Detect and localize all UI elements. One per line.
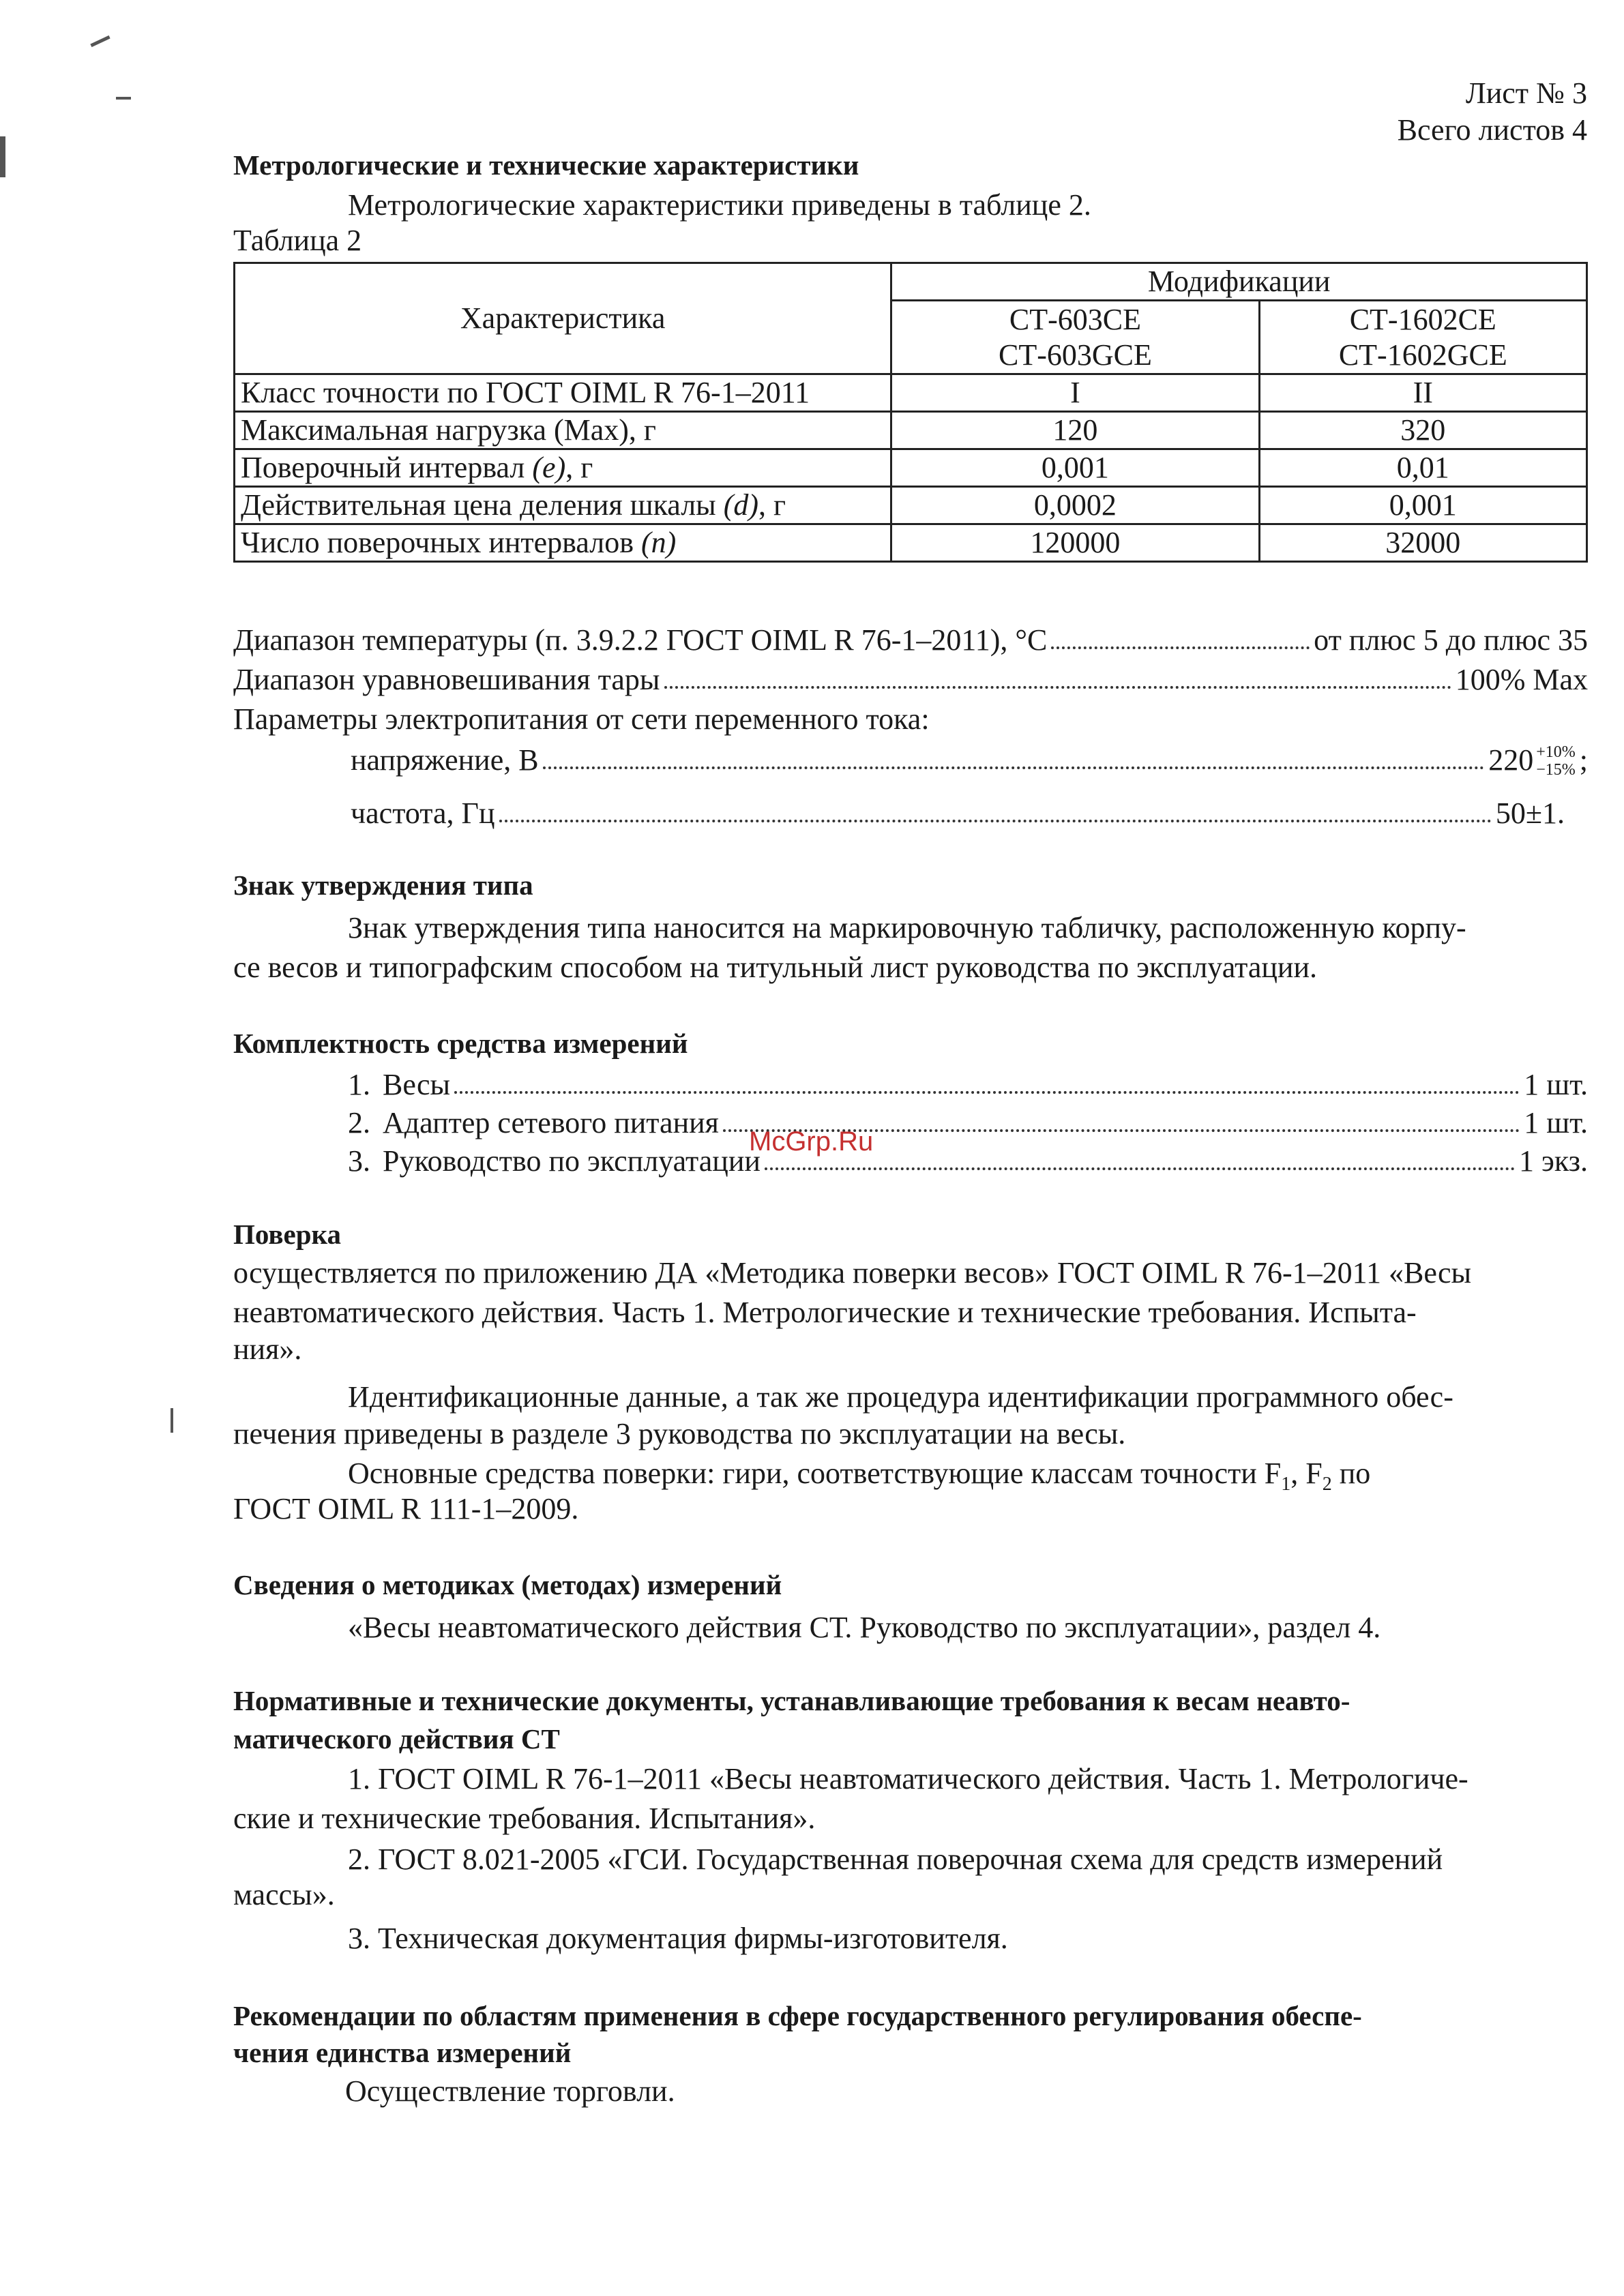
dot-leader: [543, 766, 1485, 769]
verification-p3-line-2: ГОСТ OIML R 111-1–2009.: [233, 1492, 579, 1525]
column-header-characteristic: Характеристика: [235, 263, 891, 374]
dot-leader: [499, 820, 1492, 822]
voltage-label: напряжение, В: [351, 743, 539, 777]
row-value-mod1: 120000: [891, 524, 1259, 562]
row-value-mod2: II: [1259, 374, 1586, 412]
tare-range-label: Диапазон уравновешивания тары: [233, 663, 660, 696]
temperature-range-line: [233, 622, 1588, 659]
verification-p1-line-2: неавтоматического действия. Часть 1. Метрологические и технические требования. Испыта-: [233, 1296, 1417, 1329]
normative-item-2-line-1: 2. ГОСТ 8.021-2005 «ГСИ. Государственная поверочная схема для средств измерений: [348, 1843, 1443, 1876]
list-item-number: 2.: [348, 1106, 370, 1139]
list-item: [348, 1105, 1588, 1142]
row-value-mod1: 120: [891, 412, 1259, 449]
column-group-header: Модификации: [891, 263, 1587, 301]
list-item-quantity: 1 шт.: [1524, 1106, 1588, 1139]
verification-p2-line-2: печения приведены в разделе 3 руководства по эксплуатации на весы.: [233, 1417, 1126, 1450]
voltage-tolerance-plus: +10%: [1536, 743, 1576, 761]
section-title-verification: Поверка: [233, 1219, 342, 1250]
row-value-mod1: 0,001: [891, 449, 1259, 487]
normative-item-3: 3. Техническая документация фирмы-изготовителя.: [348, 1922, 1008, 1955]
table-row: [235, 449, 1587, 487]
voltage-tolerance: [1536, 743, 1576, 779]
table-row: [235, 524, 1587, 562]
section-intro: Метрологические характеристики приведены в таблице 2.: [348, 188, 1091, 222]
watermark: McGrp.Ru: [749, 1127, 874, 1157]
tare-range-value: 100% Max: [1455, 663, 1588, 696]
row-label: Число поверочных интервалов (n): [235, 524, 891, 562]
list-item-label: Адаптер сетевого питания: [383, 1106, 719, 1139]
normative-item-2-line-2: массы».: [233, 1878, 335, 1911]
list-item-label: Весы: [383, 1068, 451, 1101]
scan-mark: [90, 35, 110, 47]
voltage-terminator: ;: [1579, 743, 1588, 777]
list-item: [348, 1067, 1588, 1103]
frequency-line: [351, 795, 1565, 832]
scan-mark: [0, 136, 5, 177]
row-label: Действительная цена деления шкалы (d), г: [235, 487, 891, 524]
table-header-row: [235, 263, 1587, 301]
temperature-range-value: от плюс 5 до плюс 35: [1314, 623, 1588, 657]
normative-item-1-line-2: ские и технические требования. Испытания».: [233, 1802, 816, 1835]
power-params-label: Параметры электропитания от сети переменного тока:: [233, 702, 930, 736]
methods-line-1: «Весы неавтоматического действия СТ. Руководство по эксплуатации», раздел 4.: [348, 1611, 1381, 1644]
voltage-tolerance-minus: −15%: [1536, 761, 1576, 779]
row-label: Поверочный интервал (e), г: [235, 449, 891, 487]
section-title-recommendations: Рекомендации по областям применения в сфере государственного регулирования обеспе-: [233, 2000, 1362, 2031]
table-row: [235, 412, 1587, 449]
modification-1-name-a: СТ-603СЕ: [1009, 302, 1141, 336]
frequency-label: частота, Гц: [351, 796, 495, 830]
dot-leader: [664, 686, 1451, 689]
voltage-line: [351, 742, 1588, 779]
row-value-mod2: 320: [1259, 412, 1586, 449]
row-value-mod2: 32000: [1259, 524, 1586, 562]
modification-1-name-b: СТ-603GCE: [998, 338, 1152, 372]
list-item-quantity: 1 шт.: [1524, 1068, 1588, 1101]
voltage-value: 220: [1488, 743, 1534, 777]
dot-leader: [1051, 646, 1310, 649]
table-row: [235, 374, 1587, 412]
tare-range-line: [233, 661, 1588, 698]
characteristics-table: [233, 262, 1588, 563]
verification-p3-line-1: Основные средства поверки: гири, соответствующие классам точности $F_1$, $F_2$ по: [348, 1457, 1371, 1495]
sheet-number: Лист № 3: [1465, 76, 1587, 110]
verification-p1-line-1: осуществляется по приложению ДА «Методика поверки весов» ГОСТ OIML R 76-1–2011 «Весы: [233, 1256, 1472, 1289]
section-title-characteristics: Метрологические и технические характеристики: [233, 149, 859, 181]
row-value-mod2: 0,01: [1259, 449, 1586, 487]
section-title-type-mark: Знак утверждения типа: [233, 869, 533, 901]
scan-mark: [116, 97, 131, 100]
section-title-normative-docs-cont: матического действия СТ: [233, 1723, 560, 1755]
list-item-quantity: 1 экз.: [1518, 1144, 1588, 1178]
modification-header-2: [1259, 301, 1586, 374]
section-title-methods: Сведения о методиках (методах) измерений: [233, 1569, 782, 1600]
frequency-value: 50±1.: [1495, 796, 1565, 830]
list-item: [348, 1143, 1588, 1180]
scan-mark: [171, 1408, 173, 1433]
section-title-recommendations-cont: чения единства измерений: [233, 2037, 572, 2068]
list-item-number: 1.: [348, 1068, 370, 1101]
row-value-mod2: 0,001: [1259, 487, 1586, 524]
verification-p1-line-3: ния».: [233, 1332, 302, 1366]
type-mark-line-2: се весов и типографским способом на титульный лист руководства по эксплуатации.: [233, 951, 1318, 984]
recommendations-line-1: Осуществление торговли.: [345, 2074, 675, 2108]
row-label: Класс точности по ГОСТ OIML R 76-1–2011: [235, 374, 891, 412]
verification-p2-line-1: Идентификационные данные, а так же процедура идентификации программного обес-: [348, 1380, 1453, 1414]
row-label: Максимальная нагрузка (Max), г: [235, 412, 891, 449]
section-title-normative-docs: Нормативные и технические документы, устанавливающие требования к весам неавто-: [233, 1685, 1350, 1716]
list-item-number: 3.: [348, 1144, 370, 1178]
sheet-total: Всего листов 4: [1397, 113, 1587, 147]
list-item-label: Руководство по эксплуатации: [383, 1144, 761, 1178]
table-row: [235, 487, 1587, 524]
row-value-mod1: 0,0002: [891, 487, 1259, 524]
modification-header-1: [891, 301, 1259, 374]
table-caption: Таблица 2: [233, 224, 362, 257]
section-title-completeness: Комплектность средства измерений: [233, 1028, 688, 1059]
row-value-mod1: I: [891, 374, 1259, 412]
modification-2-name-a: СТ-1602СЕ: [1349, 302, 1496, 336]
dot-leader: [454, 1091, 1520, 1094]
type-mark-line-1: Знак утверждения типа наносится на маркировочную табличку, расположенную корпу-: [348, 911, 1466, 944]
temperature-range-label: Диапазон температуры (п. 3.9.2.2 ГОСТ OIML R 76-1–2011), °C: [233, 623, 1048, 657]
dot-leader: [765, 1167, 1515, 1170]
modification-2-name-b: СТ-1602GCE: [1338, 338, 1507, 372]
normative-item-1-line-1: 1. ГОСТ OIML R 76-1–2011 «Весы неавтоматического действия. Часть 1. Метрологиче-: [348, 1762, 1468, 1795]
